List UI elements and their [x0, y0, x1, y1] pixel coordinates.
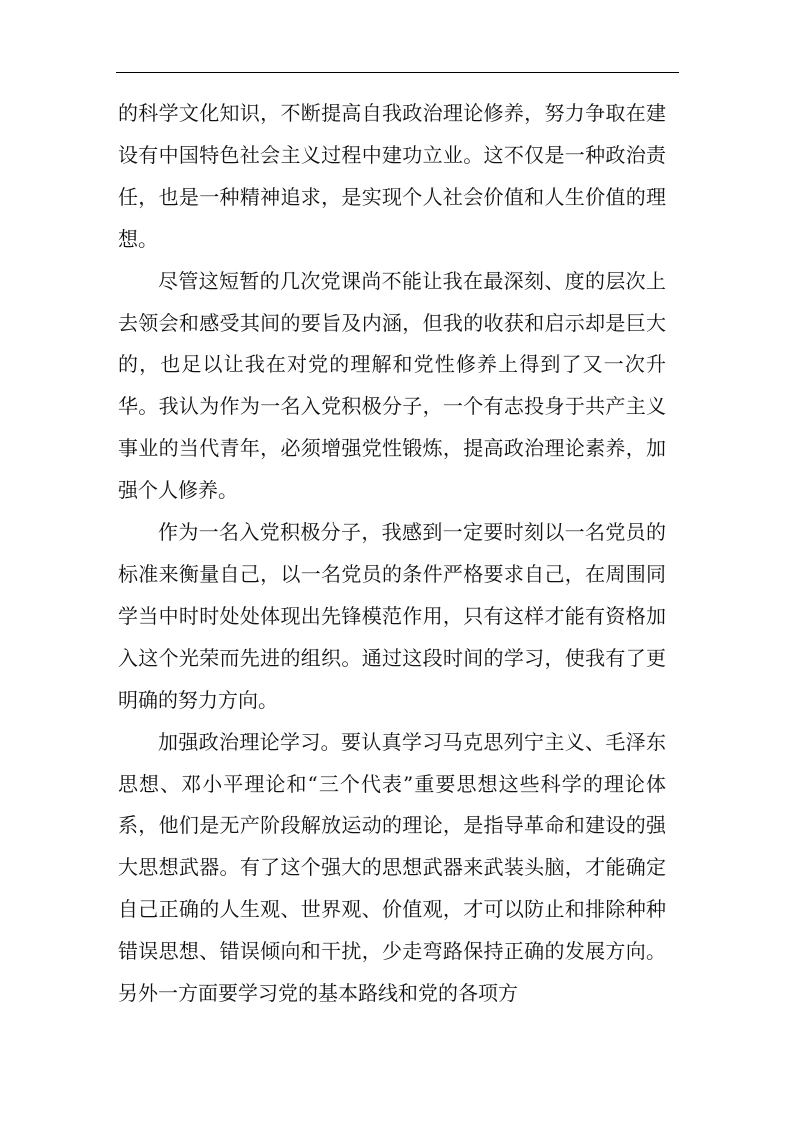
- header-rule: [116, 72, 679, 73]
- paragraph-4: 加强政治理论学习。要认真学习马克思列宁主义、毛泽东思想、邓小平理论和“三个代表”重要思想这些科学的理论体系，他们是无产阶段解放运动的理论，是指导革命和建设的强大思想武器。有了这个强大的思想武器来武装头脑，才能确定自己正确的人生观、世界观、价值观，才可以防止和排除种种错误思想、错误倾向和干扰，少走弯路保持正确的发展方向。另外一方面要学习党的基本路线和党的各项方: [118, 729, 666, 1006]
- paragraph-2: 尽管这短暂的几次党课尚不能让我在最深刻、度的层次上去领会和感受其间的要旨及内涵，但我的收获和启示却是巨大的，也足以让我在对党的理解和党性修养上得到了又一次升华。我认为作为一名入党积极分子，一个有志投身于共产主义事业的当代青年，必须增强党性锻炼，提高政治理论素养，加强个人修养。: [118, 268, 666, 503]
- paragraph-1: 的科学文化知识，不断提高自我政治理论修养，努力争取在建设有中国特色社会主义过程中建功立业。这不仅是一种政治责任，也是一种精神追求，是实现个人社会价值和人生价值的理想。: [118, 101, 666, 251]
- body-text: [118, 93, 666, 1015]
- paragraph-3: 作为一名入党积极分子，我感到一定要时刻以一名党员的标准来衡量自己，以一名党员的条件严格要求自己，在周围同学当中时时处处体现出先锋模范作用，只有这样才能有资格加入这个光荣而先进的组织。通过这段时间的学习，使我有了更明确的努力方向。: [118, 520, 666, 712]
